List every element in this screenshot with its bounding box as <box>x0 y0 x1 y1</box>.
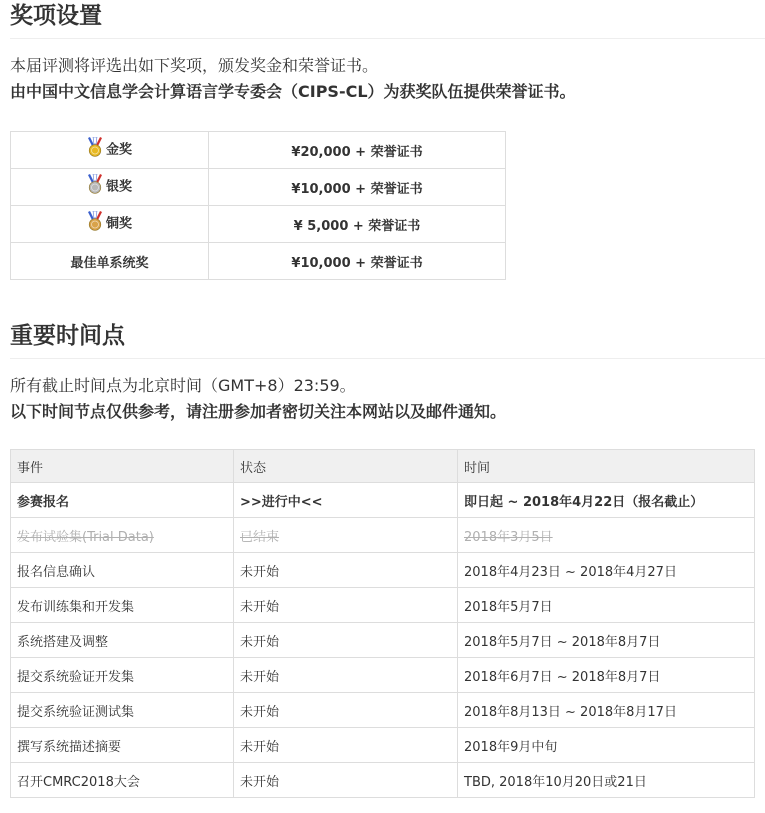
timeline-time: 2018年8月13日 ~ 2018年8月17日 <box>458 693 755 728</box>
award-name-cell <box>11 132 209 169</box>
silver-medal-icon <box>87 174 103 198</box>
award-row <box>11 206 506 243</box>
award-name: 铜奖 <box>105 216 132 232</box>
award-name: 金奖 <box>105 142 132 158</box>
timeline-event: 发布训练集和开发集 <box>11 588 234 623</box>
timeline-heading: 重要时间点 <box>10 320 765 359</box>
timeline-status: 未开始 <box>234 658 458 693</box>
timeline-row <box>11 728 755 763</box>
column-header-time: 时间 <box>458 450 755 483</box>
timeline-time: 2018年5月7日 ~ 2018年8月7日 <box>458 623 755 658</box>
awards-intro-line2: 由中国中文信息学会计算语言学专委会（CIPS-CL）为获奖队伍提供荣誉证书。 <box>10 82 576 101</box>
timeline-time: 2018年5月7日 <box>458 588 755 623</box>
timeline-status: 未开始 <box>234 588 458 623</box>
timeline-row <box>11 518 755 553</box>
awards-section <box>10 0 765 280</box>
timeline-status: 未开始 <box>234 623 458 658</box>
timeline-row <box>11 763 755 798</box>
award-name-cell <box>11 206 209 243</box>
award-row <box>11 243 506 280</box>
award-prize: ¥20,000 + 荣誉证书 <box>209 132 506 169</box>
timeline-event: 召开CMRC2018大会 <box>11 763 234 798</box>
column-header-status: 状态 <box>234 450 458 483</box>
timeline-status: 已结束 <box>234 518 458 553</box>
timeline-row <box>11 623 755 658</box>
timeline-row <box>11 483 755 518</box>
timeline-section <box>10 320 765 798</box>
timeline-event: 发布试验集(Trial Data) <box>11 518 234 553</box>
timeline-event: 报名信息确认 <box>11 553 234 588</box>
timeline-row <box>11 658 755 693</box>
award-name-cell <box>11 243 209 280</box>
timeline-note-line1: 所有截止时间点为北京时间（GMT+8）23:59。 <box>10 376 356 395</box>
timeline-event: 参赛报名 <box>11 483 234 518</box>
timeline-event: 提交系统验证开发集 <box>11 658 234 693</box>
timeline-time: 2018年3月5日 <box>458 518 755 553</box>
awards-intro-line1: 本届评测将评选出如下奖项，颁发奖金和荣誉证书。 <box>10 56 379 75</box>
timeline-note-line2: 以下时间节点仅供参考，请注册参加者密切关注本网站以及邮件通知。 <box>10 402 507 421</box>
timeline-status: 未开始 <box>234 693 458 728</box>
timeline-row <box>11 553 755 588</box>
timeline-status: 未开始 <box>234 553 458 588</box>
awards-table <box>10 131 506 280</box>
timeline-row <box>11 588 755 623</box>
timeline-row <box>11 693 755 728</box>
timeline-event: 系统搭建及调整 <box>11 623 234 658</box>
timeline-status: 未开始 <box>234 763 458 798</box>
award-name-cell <box>11 169 209 206</box>
timeline-header-row <box>11 450 755 483</box>
timeline-status: 未开始 <box>234 728 458 763</box>
column-header-event: 事件 <box>11 450 234 483</box>
timeline-time: 2018年6月7日 ~ 2018年8月7日 <box>458 658 755 693</box>
award-name: 银奖 <box>105 179 132 195</box>
timeline-time: 即日起 ~ 2018年4月22日（报名截止） <box>458 483 755 518</box>
award-prize: ¥10,000 + 荣誉证书 <box>209 243 506 280</box>
timeline-table <box>10 449 755 798</box>
award-row <box>11 169 506 206</box>
award-prize: ¥ 5,000 + 荣誉证书 <box>209 206 506 243</box>
bronze-medal-icon <box>87 211 103 235</box>
timeline-time: TBD, 2018年10月20日或21日 <box>458 763 755 798</box>
timeline-time: 2018年9月中旬 <box>458 728 755 763</box>
award-row <box>11 132 506 169</box>
timeline-event: 提交系统验证测试集 <box>11 693 234 728</box>
timeline-status: >>进行中<< <box>234 483 458 518</box>
gold-medal-icon <box>87 137 103 161</box>
timeline-time: 2018年4月23日 ~ 2018年4月27日 <box>458 553 755 588</box>
awards-heading: 奖项设置 <box>10 0 765 39</box>
award-prize: ¥10,000 + 荣誉证书 <box>209 169 506 206</box>
award-name: 最佳单系统奖 <box>70 255 149 271</box>
timeline-event: 撰写系统描述摘要 <box>11 728 234 763</box>
